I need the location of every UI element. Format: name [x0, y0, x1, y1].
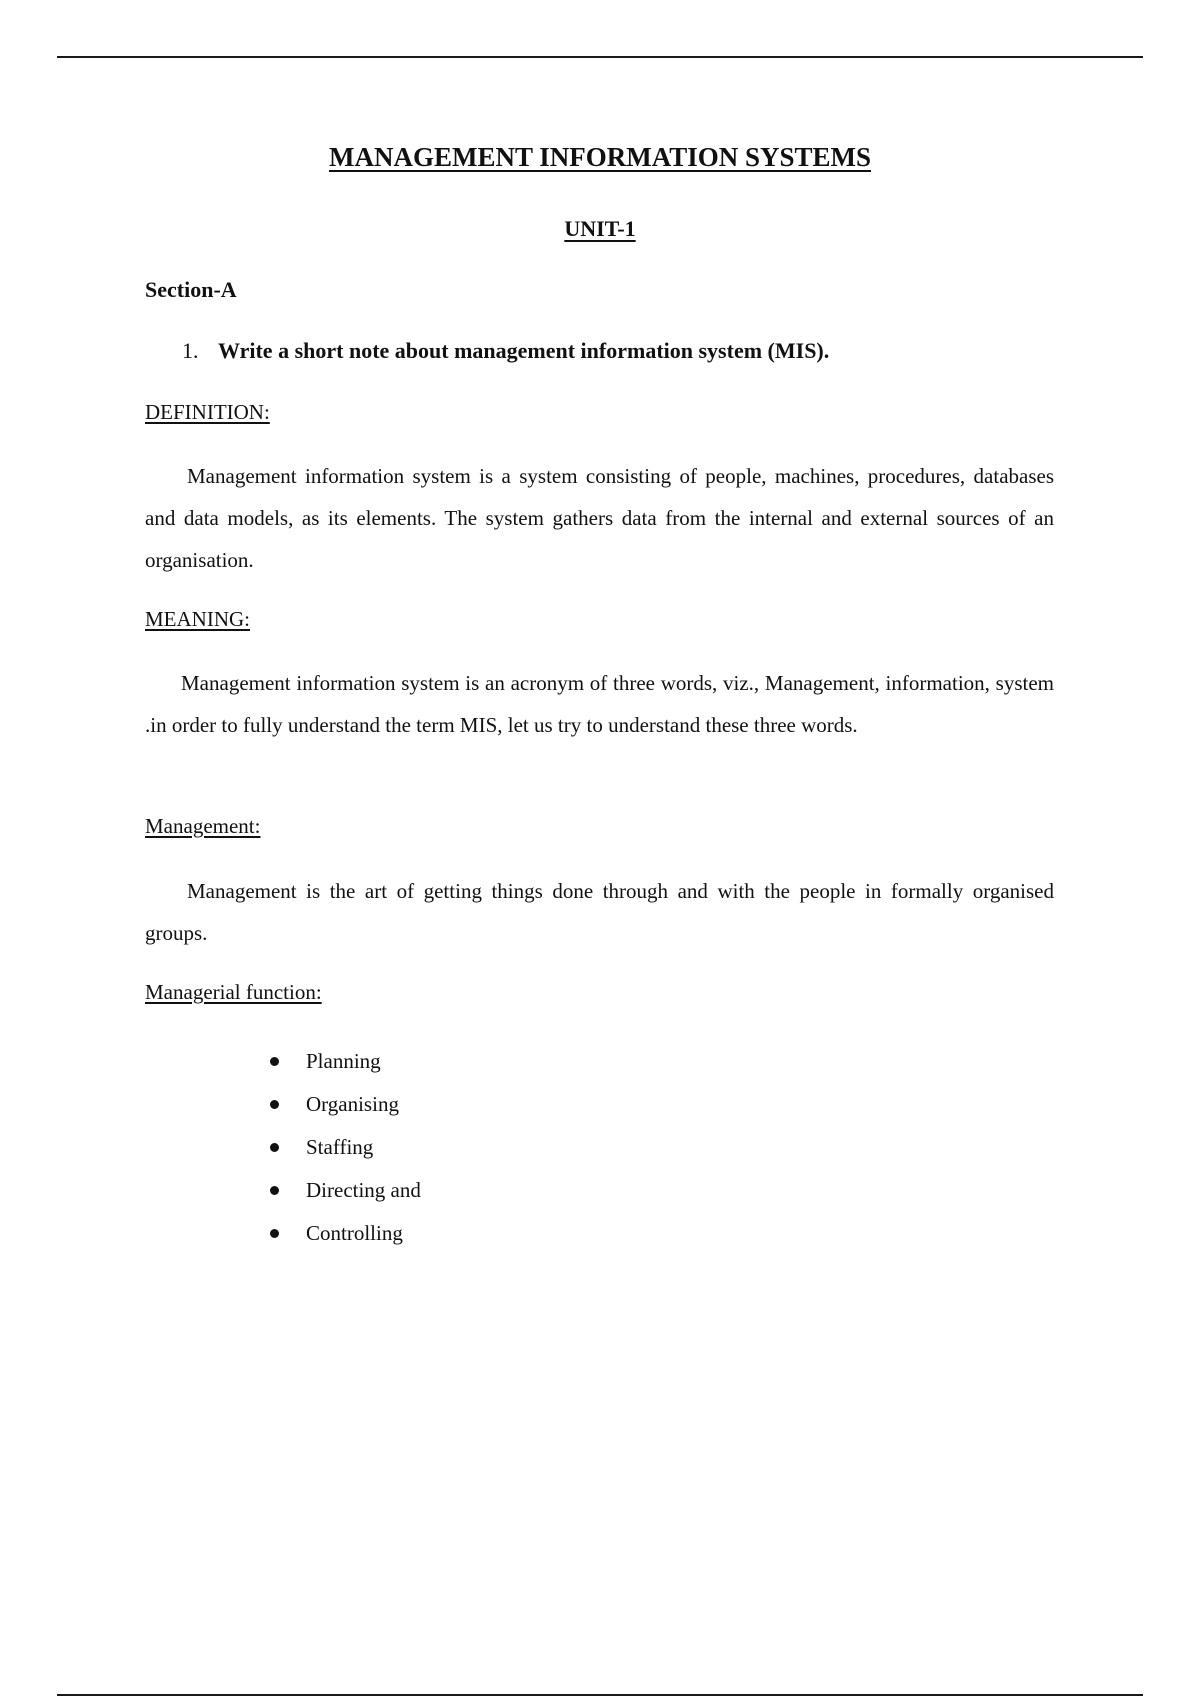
question-1 [182, 338, 829, 364]
definition-paragraph: Management information system is a system consisting of people, machines, procedures, databases and data models, as its elements. The system gathers data from the internal and external sources of an organisation. [145, 464, 1054, 572]
definition-heading: DEFINITION: [145, 400, 270, 424]
question-number: 1. [182, 338, 199, 363]
managerial-function-heading: Managerial function: [145, 980, 322, 1004]
bullet-icon [270, 1100, 279, 1109]
management-paragraph: Management is the art of getting things done through and with the people in formally organised groups. [145, 879, 1054, 945]
page-title: MANAGEMENT INFORMATION SYSTEMS [328, 142, 872, 172]
bullet-icon [270, 1229, 279, 1238]
question-text: Write a short note about management information system (MIS). [218, 338, 830, 363]
meaning-paragraph: Management information system is an acronym of three words, viz., Management, information, system .in order to fully understand the term MIS, let us try to understand these three words. [145, 671, 1054, 737]
meaning-heading: MEANING: [145, 607, 250, 631]
managerial-function-list [270, 1040, 421, 1255]
list-item: Directing and [270, 1169, 421, 1212]
list-item: Organising [270, 1083, 421, 1126]
section-label: Section-A [145, 277, 237, 302]
list-item: Planning [270, 1040, 421, 1083]
bullet-icon [270, 1057, 279, 1066]
list-item: Staffing [270, 1126, 421, 1169]
bullet-icon [270, 1186, 279, 1195]
management-heading: Management: [145, 814, 261, 838]
bottom-rule [57, 1694, 1143, 1696]
unit-heading: UNIT-1 [564, 216, 636, 241]
bullet-icon [270, 1143, 279, 1152]
top-rule [57, 56, 1143, 58]
list-item: Controlling [270, 1212, 421, 1255]
